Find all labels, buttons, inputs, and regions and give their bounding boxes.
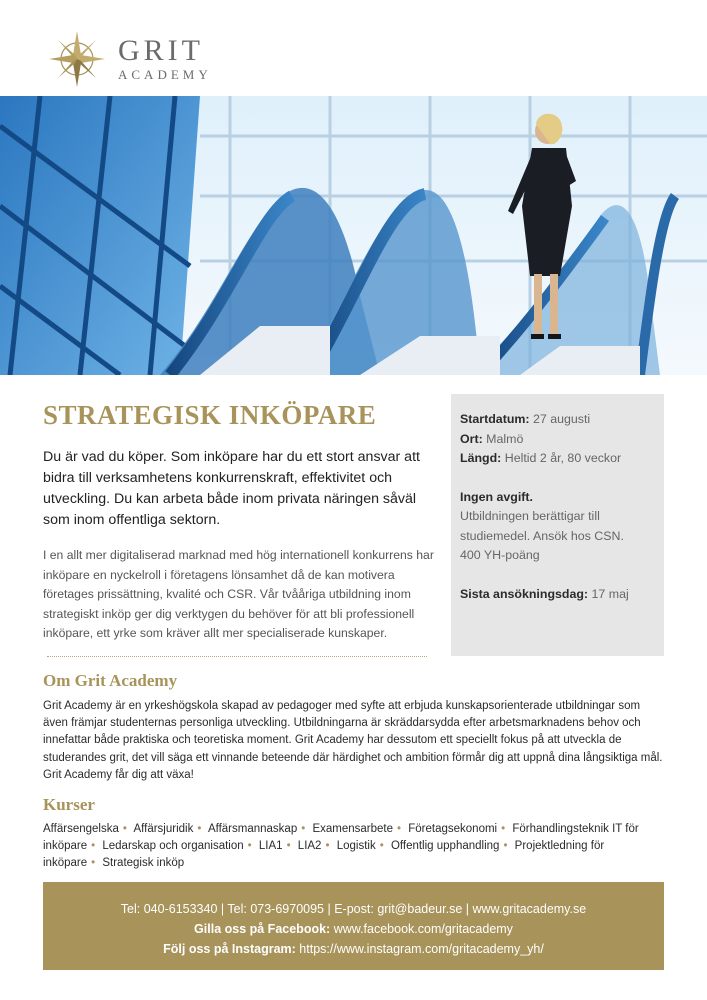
course-item: LIA2 — [297, 840, 322, 853]
course-item: Logistik — [336, 840, 376, 853]
contact-footer: Tel: 040-6153340 | Tel: 073-6970095 | E-post: grit@badeur.se | www.gritacademy.se Gilla oss på Facebook: www.facebook.com/gritacademy Följ oss på Instagram: https://www.instagram.com/gritacademy_yh/ — [43, 882, 664, 970]
instagram-label: Följ oss på Instagram: — [163, 942, 296, 956]
instagram-link[interactable]: https://www.instagram.com/gritacademy_yh/ — [299, 942, 544, 956]
deadline-value: 17 maj — [591, 586, 629, 601]
course-list: Affärsengelska • Affärsjuridik • Affärsmannaskap • Examensarbete • Företagsekonomi • Förhandlingsteknik IT för inköpare • Ledarskap och organisation • LIA1 • LIA2 • Logistik • Offentlig upphandling • Projektledning för inköpare • Strategisk inköp — [43, 823, 639, 870]
course-item: Ledarskap och organisation — [102, 840, 244, 853]
course-item: Affärsjuridik — [133, 823, 194, 835]
about-text: Grit Academy är en yrkeshögskola skapad av pedagoger med syfte att erbjuda kunskapsorienterade utbildningar som även främjar studenternas personliga utveckling. Utbildningarna är skräddarsydda efter arbetsmarknadens behov och innefattar både praktiska och teoretiska moment. Grit Academy har dessutom ett speciellt fokus på att utveckla de studerandes grit, det vill säga ett vinnande beteende där härdighet och ambition förmår dig att uppnå dina långsiktiga mål. Grit Academy får dig att växa! — [43, 700, 663, 781]
points: 400 YH-poäng — [460, 548, 540, 562]
course-item: Affärsengelska — [43, 823, 119, 835]
facebook-link[interactable]: www.facebook.com/gritacademy — [333, 922, 513, 936]
website-link[interactable]: www.gritacademy.se — [472, 902, 587, 916]
start-label: Startdatum: — [460, 412, 530, 426]
city-value: Malmö — [486, 431, 524, 446]
dotted-divider — [47, 656, 427, 657]
about-heading: Om Grit Academy — [43, 671, 178, 690]
course-item: Förhandlingsteknik IT för inköpare — [43, 823, 639, 853]
course-item: Företagsekonomi — [408, 823, 498, 835]
tel1-label: Tel: — [120, 902, 141, 916]
escalator-photo-icon — [0, 96, 707, 375]
city-label: Ort: — [460, 431, 483, 446]
body-paragraph: I en allt mer digitaliserad marknad med hög internationell konkurrens har inköpare en nyckelroll i företagens lönsamhet då de kan motivera företages prissättning, kvalité och CSR. Vår tvååriga utbildning inom strategiskt inköp ger dig verktygen du behöver för att bli professionell inköpare, ett yrke som kräver allt mer specialiserade kunskaper. — [43, 548, 434, 641]
length-value: Heltid 2 år, 80 veckor — [504, 451, 622, 465]
tel2-label: Tel: — [227, 902, 247, 916]
course-item: Examensarbete — [312, 823, 394, 835]
course-item: Strategisk inköp — [102, 857, 185, 870]
lead-paragraph: Du är vad du köper. Som inköpare har du ett stort ansvar att bidra till verksamhetens konkurrenskraft, effektivitet och utveckling. Du kan arbeta både inom privata näringen såväl som inom offentliga sektorn. — [43, 449, 420, 528]
page-title: STRATEGISK INKÖPARE — [43, 400, 377, 430]
hero-image — [0, 96, 707, 375]
fee-label: Ingen avgift. — [460, 489, 533, 504]
email-label: E-post: — [334, 902, 374, 916]
facebook-label: Gilla oss på Facebook: — [194, 922, 331, 936]
length-label: Längd: — [460, 451, 502, 465]
course-item: LIA1 — [258, 840, 283, 853]
course-item: Offentlig upphandling — [390, 840, 500, 853]
course-item: Affärsmannaskap — [207, 823, 298, 835]
courses-heading: Kurser — [43, 795, 95, 814]
deadline-label: Sista ansökningsdag: — [460, 586, 589, 601]
logo — [48, 30, 218, 88]
fee-text: Utbildningen berättigar till studiemedel. Ansök hos CSN. — [460, 509, 624, 543]
phone-link-2[interactable]: 073-6970095 — [250, 902, 325, 916]
brand-subtitle: ACADEMY — [118, 67, 212, 82]
brand-name: GRIT — [118, 34, 204, 67]
start-value: 27 augusti — [532, 412, 591, 426]
info-box — [451, 394, 664, 656]
phone-link-1[interactable]: 040-6153340 — [143, 902, 218, 916]
compass-star-icon — [48, 30, 106, 88]
course-item: Projektledning för inköpare — [43, 840, 605, 870]
email-link[interactable]: grit@badeur.se — [377, 902, 463, 916]
